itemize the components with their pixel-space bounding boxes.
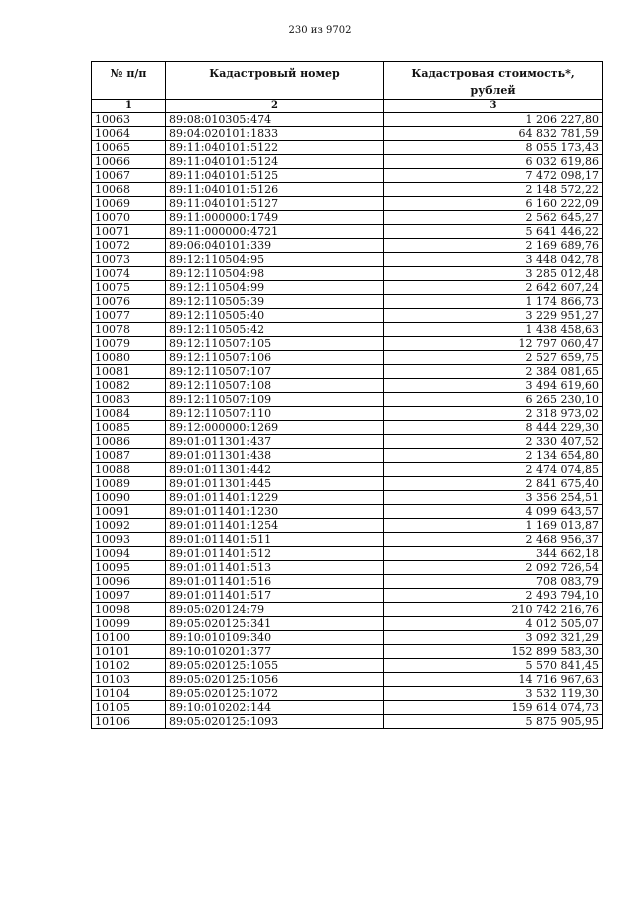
cadastral-number-cell: 89:12:110504:95 bbox=[166, 253, 384, 267]
cadastral-number-cell: 89:08:010305:474 bbox=[166, 113, 384, 127]
table-row bbox=[92, 281, 603, 295]
table-row bbox=[92, 715, 603, 729]
row-number-cell: 10087 bbox=[92, 449, 166, 463]
cadastral-value-cell: 2 134 654,80 bbox=[384, 449, 603, 463]
row-number-cell: 10072 bbox=[92, 239, 166, 253]
table-row bbox=[92, 673, 603, 687]
row-number-cell: 10077 bbox=[92, 309, 166, 323]
table-row bbox=[92, 449, 603, 463]
cadastral-value-cell: 344 662,18 bbox=[384, 547, 603, 561]
row-number-cell: 10082 bbox=[92, 379, 166, 393]
table-row bbox=[92, 603, 603, 617]
table-row bbox=[92, 659, 603, 673]
cadastral-number-cell: 89:10:010109:340 bbox=[166, 631, 384, 645]
cadastral-number-cell: 89:12:110504:99 bbox=[166, 281, 384, 295]
table-row bbox=[92, 211, 603, 225]
cadastral-value-cell: 3 494 619,60 bbox=[384, 379, 603, 393]
cadastral-value-cell: 2 384 081,65 bbox=[384, 365, 603, 379]
table-row bbox=[92, 337, 603, 351]
cadastral-number-cell: 89:12:110507:106 bbox=[166, 351, 384, 365]
table-body bbox=[92, 113, 603, 729]
row-number-cell: 10067 bbox=[92, 169, 166, 183]
cadastral-number-cell: 89:11:040101:5125 bbox=[166, 169, 384, 183]
cadastral-value-cell: 3 532 119,30 bbox=[384, 687, 603, 701]
table-row bbox=[92, 267, 603, 281]
row-number-cell: 10073 bbox=[92, 253, 166, 267]
row-number-cell: 10091 bbox=[92, 505, 166, 519]
cadastral-value-cell: 4 012 505,07 bbox=[384, 617, 603, 631]
cadastral-number-cell: 89:01:011401:1230 bbox=[166, 505, 384, 519]
table-row bbox=[92, 183, 603, 197]
row-number-cell: 10088 bbox=[92, 463, 166, 477]
cadastral-value-cell: 152 899 583,30 bbox=[384, 645, 603, 659]
table-row bbox=[92, 141, 603, 155]
table-row bbox=[92, 505, 603, 519]
row-number-cell: 10102 bbox=[92, 659, 166, 673]
row-number-cell: 10069 bbox=[92, 197, 166, 211]
row-number-cell: 10066 bbox=[92, 155, 166, 169]
page-number-label: 230 из 9702 bbox=[288, 25, 352, 36]
table-row bbox=[92, 253, 603, 267]
table-row bbox=[92, 393, 603, 407]
cadastral-value-cell: 6 160 222,09 bbox=[384, 197, 603, 211]
cadastral-value-cell: 1 169 013,87 bbox=[384, 519, 603, 533]
cadastral-number-cell: 89:11:040101:5124 bbox=[166, 155, 384, 169]
cadastral-number-cell: 89:12:110505:40 bbox=[166, 309, 384, 323]
cadastral-value-cell: 2 493 794,10 bbox=[384, 589, 603, 603]
table-row bbox=[92, 421, 603, 435]
table-row bbox=[92, 309, 603, 323]
row-number-cell: 10081 bbox=[92, 365, 166, 379]
cadastral-number-cell: 89:12:110507:109 bbox=[166, 393, 384, 407]
row-number-cell: 10098 bbox=[92, 603, 166, 617]
cadastral-value-cell: 6 265 230,10 bbox=[384, 393, 603, 407]
cadastral-number-cell: 89:01:011301:437 bbox=[166, 435, 384, 449]
row-number-cell: 10071 bbox=[92, 225, 166, 239]
table-row bbox=[92, 351, 603, 365]
table-header-row bbox=[92, 62, 603, 100]
cadastral-number-cell: 89:12:000000:1269 bbox=[166, 421, 384, 435]
row-number-cell: 10101 bbox=[92, 645, 166, 659]
cadastral-value-cell: 159 614 074,73 bbox=[384, 701, 603, 715]
row-number-cell: 10097 bbox=[92, 589, 166, 603]
table-row bbox=[92, 155, 603, 169]
cadastral-value-cell: 3 092 321,29 bbox=[384, 631, 603, 645]
cadastral-number-cell: 89:01:011401:517 bbox=[166, 589, 384, 603]
cadastral-number-cell: 89:05:020125:1072 bbox=[166, 687, 384, 701]
row-number-cell: 10099 bbox=[92, 617, 166, 631]
cadastral-value-cell: 7 472 098,17 bbox=[384, 169, 603, 183]
table-row bbox=[92, 379, 603, 393]
row-number-cell: 10075 bbox=[92, 281, 166, 295]
cadastral-value-cell: 210 742 216,76 bbox=[384, 603, 603, 617]
row-number-cell: 10095 bbox=[92, 561, 166, 575]
cadastral-number-cell: 89:12:110507:108 bbox=[166, 379, 384, 393]
row-number-cell: 10094 bbox=[92, 547, 166, 561]
table-row bbox=[92, 113, 603, 127]
cadastral-value-cell: 3 448 042,78 bbox=[384, 253, 603, 267]
row-number-cell: 10068 bbox=[92, 183, 166, 197]
cadastral-value-cell: 14 716 967,63 bbox=[384, 673, 603, 687]
cadastral-value-cell: 8 055 173,43 bbox=[384, 141, 603, 155]
cadastral-number-cell: 89:12:110505:39 bbox=[166, 295, 384, 309]
column-number-row bbox=[92, 100, 603, 113]
cadastral-number-cell: 89:01:011301:442 bbox=[166, 463, 384, 477]
cadastral-value-cell: 1 206 227,80 bbox=[384, 113, 603, 127]
cadastral-number-cell: 89:01:011401:513 bbox=[166, 561, 384, 575]
row-number-cell: 10074 bbox=[92, 267, 166, 281]
cadastral-value-cell: 2 527 659,75 bbox=[384, 351, 603, 365]
cadastral-value-cell: 5 641 446,22 bbox=[384, 225, 603, 239]
column-header-number: № п/п bbox=[92, 62, 166, 100]
cadastral-number-cell: 89:11:000000:4721 bbox=[166, 225, 384, 239]
cadastral-number-cell: 89:05:020125:341 bbox=[166, 617, 384, 631]
cadastral-number-cell: 89:11:040101:5126 bbox=[166, 183, 384, 197]
cadastral-number-cell: 89:01:011401:516 bbox=[166, 575, 384, 589]
row-number-cell: 10089 bbox=[92, 477, 166, 491]
table-row bbox=[92, 435, 603, 449]
row-number-cell: 10065 bbox=[92, 141, 166, 155]
column-number-1: 1 bbox=[92, 100, 166, 113]
cadastral-number-cell: 89:12:110507:110 bbox=[166, 407, 384, 421]
cadastral-number-cell: 89:05:020125:1093 bbox=[166, 715, 384, 729]
table-row bbox=[92, 239, 603, 253]
table-row bbox=[92, 295, 603, 309]
row-number-cell: 10105 bbox=[92, 701, 166, 715]
cadastral-value-cell: 3 229 951,27 bbox=[384, 309, 603, 323]
row-number-cell: 10084 bbox=[92, 407, 166, 421]
table-row bbox=[92, 589, 603, 603]
row-number-cell: 10063 bbox=[92, 113, 166, 127]
row-number-cell: 10104 bbox=[92, 687, 166, 701]
cadastral-number-cell: 89:12:110507:105 bbox=[166, 337, 384, 351]
row-number-cell: 10086 bbox=[92, 435, 166, 449]
cadastral-value-cell: 12 797 060,47 bbox=[384, 337, 603, 351]
table-row bbox=[92, 533, 603, 547]
row-number-cell: 10076 bbox=[92, 295, 166, 309]
row-number-cell: 10070 bbox=[92, 211, 166, 225]
table-row bbox=[92, 519, 603, 533]
row-number-cell: 10106 bbox=[92, 715, 166, 729]
row-number-cell: 10103 bbox=[92, 673, 166, 687]
cadastral-value-cell: 2 562 645,27 bbox=[384, 211, 603, 225]
row-number-cell: 10064 bbox=[92, 127, 166, 141]
cadastral-number-cell: 89:12:110505:42 bbox=[166, 323, 384, 337]
cadastral-value-cell: 708 083,79 bbox=[384, 575, 603, 589]
column-header-cadastral-value: Кадастровая стоимость*, рублей bbox=[384, 62, 603, 100]
cadastral-value-cell: 2 474 074,85 bbox=[384, 463, 603, 477]
table-row bbox=[92, 407, 603, 421]
table-row bbox=[92, 547, 603, 561]
cadastral-value-cell: 5 570 841,45 bbox=[384, 659, 603, 673]
cadastral-number-cell: 89:05:020125:1056 bbox=[166, 673, 384, 687]
row-number-cell: 10092 bbox=[92, 519, 166, 533]
cadastral-value-cell: 2 330 407,52 bbox=[384, 435, 603, 449]
row-number-cell: 10090 bbox=[92, 491, 166, 505]
column-header-cadastral-number: Кадастровый номер bbox=[166, 62, 384, 100]
table-row bbox=[92, 463, 603, 477]
cadastral-number-cell: 89:11:000000:1749 bbox=[166, 211, 384, 225]
table-row bbox=[92, 687, 603, 701]
column-number-3: 3 bbox=[384, 100, 603, 113]
cadastral-value-cell: 2 841 675,40 bbox=[384, 477, 603, 491]
row-number-cell: 10096 bbox=[92, 575, 166, 589]
table-row bbox=[92, 323, 603, 337]
row-number-cell: 10093 bbox=[92, 533, 166, 547]
table-row bbox=[92, 631, 603, 645]
table-row bbox=[92, 169, 603, 183]
table-row bbox=[92, 617, 603, 631]
table-row bbox=[92, 477, 603, 491]
cadastral-value-cell: 2 468 956,37 bbox=[384, 533, 603, 547]
cadastral-value-cell: 4 099 643,57 bbox=[384, 505, 603, 519]
cadastral-value-cell: 1 438 458,63 bbox=[384, 323, 603, 337]
cadastral-value-cell: 8 444 229,30 bbox=[384, 421, 603, 435]
cadastral-number-cell: 89:11:040101:5127 bbox=[166, 197, 384, 211]
column-number-2: 2 bbox=[166, 100, 384, 113]
row-number-cell: 10100 bbox=[92, 631, 166, 645]
cadastral-number-cell: 89:06:040101:339 bbox=[166, 239, 384, 253]
cadastral-number-cell: 89:01:011301:445 bbox=[166, 477, 384, 491]
table-row bbox=[92, 561, 603, 575]
cadastral-number-cell: 89:01:011301:438 bbox=[166, 449, 384, 463]
cadastral-value-cell: 64 832 781,59 bbox=[384, 127, 603, 141]
cadastral-number-cell: 89:10:010202:144 bbox=[166, 701, 384, 715]
table-row bbox=[92, 491, 603, 505]
cadastral-value-cell: 3 285 012,48 bbox=[384, 267, 603, 281]
table-row bbox=[92, 645, 603, 659]
table-row bbox=[92, 127, 603, 141]
cadastral-value-cell: 2 318 973,02 bbox=[384, 407, 603, 421]
cadastral-number-cell: 89:01:011401:1254 bbox=[166, 519, 384, 533]
table-row bbox=[92, 701, 603, 715]
cadastral-number-cell: 89:01:011401:512 bbox=[166, 547, 384, 561]
cadastral-number-cell: 89:01:011401:1229 bbox=[166, 491, 384, 505]
cadastral-value-cell: 2 092 726,54 bbox=[384, 561, 603, 575]
table-row bbox=[92, 225, 603, 239]
cadastral-value-cell: 2 642 607,24 bbox=[384, 281, 603, 295]
cadastral-number-cell: 89:05:020125:1055 bbox=[166, 659, 384, 673]
cadastral-number-cell: 89:04:020101:1833 bbox=[166, 127, 384, 141]
cadastral-number-cell: 89:12:110507:107 bbox=[166, 365, 384, 379]
row-number-cell: 10078 bbox=[92, 323, 166, 337]
cadastral-value-cell: 2 148 572,22 bbox=[384, 183, 603, 197]
cadastral-value-cell: 1 174 866,73 bbox=[384, 295, 603, 309]
cadastral-number-cell: 89:12:110504:98 bbox=[166, 267, 384, 281]
row-number-cell: 10080 bbox=[92, 351, 166, 365]
row-number-cell: 10083 bbox=[92, 393, 166, 407]
cadastral-value-cell: 2 169 689,76 bbox=[384, 239, 603, 253]
table-row bbox=[92, 197, 603, 211]
cadastral-number-cell: 89:11:040101:5122 bbox=[166, 141, 384, 155]
cadastral-number-cell: 89:05:020124:79 bbox=[166, 603, 384, 617]
cadastral-value-cell: 5 875 905,95 bbox=[384, 715, 603, 729]
cadastral-value-table bbox=[91, 61, 603, 729]
table-row bbox=[92, 575, 603, 589]
cadastral-value-cell: 3 356 254,51 bbox=[384, 491, 603, 505]
cadastral-number-cell: 89:10:010201:377 bbox=[166, 645, 384, 659]
cadastral-value-cell: 6 032 619,86 bbox=[384, 155, 603, 169]
table-row bbox=[92, 365, 603, 379]
row-number-cell: 10079 bbox=[92, 337, 166, 351]
row-number-cell: 10085 bbox=[92, 421, 166, 435]
cadastral-number-cell: 89:01:011401:511 bbox=[166, 533, 384, 547]
